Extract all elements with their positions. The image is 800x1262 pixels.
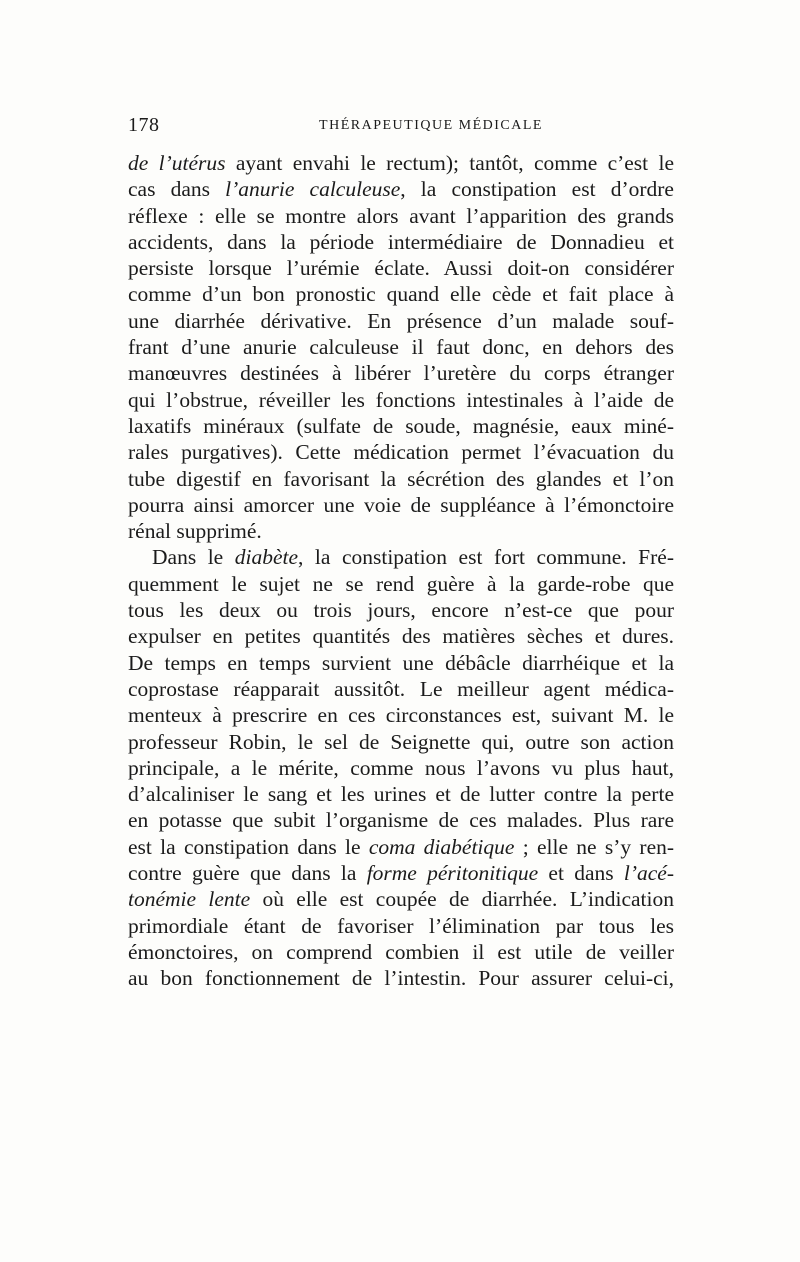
text-line [128, 176, 674, 202]
text-line [128, 807, 674, 833]
italic-term: l’anurie calculeuse [225, 177, 401, 202]
text-run: ayant envahi le rectum); tantôt, comme c’est le [225, 151, 674, 175]
italic-term: coma diabétique [368, 834, 515, 859]
text-run: réflexe : elle se montre alors avant l’apparition des grands [128, 203, 674, 228]
text-line [128, 676, 674, 702]
text-line [128, 518, 674, 544]
text-line [128, 439, 674, 465]
text-run: principale, a le mérite, comme nous l’avons vu plus haut, [128, 755, 674, 780]
text-line [128, 544, 674, 570]
text-run: cas dans [128, 177, 226, 202]
page-number: 178 [128, 114, 160, 136]
text-line [128, 965, 674, 991]
italic-term: de l’utérus [128, 151, 226, 175]
text-run: contre guère que dans la [128, 861, 367, 886]
italic-term: forme péritonitique [366, 861, 539, 886]
text-run: coprostase réapparait aussitôt. Le meilleur agent médica- [128, 676, 674, 701]
page-header [128, 114, 674, 140]
text-run: en potasse que subit l’organisme de ces malades. Plus rare [128, 808, 674, 833]
text-line [128, 729, 674, 755]
text-run: émonctoires, on comprend combien il est utile de veiller [128, 939, 674, 964]
text-run: rales purgatives). Cette médication permet l’évacuation du [128, 440, 674, 465]
italic-term: tonémie lente [128, 887, 251, 912]
text-run: accidents, dans la période intermédiaire de Donnadieu et [128, 229, 674, 254]
text-line [128, 150, 674, 176]
text-run: où elle est coupée de diarrhée. L’indication [250, 887, 674, 912]
text-run: persiste lorsque l’urémie éclate. Aussi doit-on considérer [128, 256, 674, 281]
text-run: De temps en temps survient une débâcle diarrhéique et la [128, 650, 674, 675]
text-line [128, 597, 674, 623]
text-line [128, 702, 674, 728]
text-line [128, 229, 674, 255]
text-run: expulser en petites quantités des matières sèches et dures. [128, 624, 674, 649]
body-text [128, 150, 674, 992]
text-run: laxatifs minéraux (sulfate de soude, magnésie, eaux miné- [128, 413, 674, 438]
text-line [128, 360, 674, 386]
text-run: tous les deux ou trois jours, encore n’est-ce que pour [128, 598, 674, 623]
text-line [128, 623, 674, 649]
text-run: est la constipation dans le [128, 834, 369, 859]
text-line [128, 860, 674, 886]
running-title: THÉRAPEUTIQUE MÉDICALE [319, 118, 543, 133]
italic-term: diabète [234, 545, 299, 570]
text-run: primordiale étant de favoriser l’élimination par tous les [128, 913, 674, 938]
text-line [128, 755, 674, 781]
text-line [128, 203, 674, 229]
text-line [128, 939, 674, 965]
text-line [128, 781, 674, 807]
text-run: quemment le sujet ne se rend guère à la garde-robe que [128, 571, 674, 596]
text-line [128, 886, 674, 912]
text-run: d’alcaliniser le sang et les urines et de lutter contre la perte [128, 782, 674, 807]
text-line [128, 308, 674, 334]
text-run: rénal supprimé. [128, 519, 262, 544]
text-run: Dans le [152, 545, 235, 570]
text-line [128, 834, 674, 860]
text-line [128, 466, 674, 492]
text-run: au bon fonctionnement de l’intestin. Pour assurer celui-ci, [128, 966, 674, 991]
text-line [128, 413, 674, 439]
text-run: pourra ainsi amorcer une voie de suppléance à l’émonctoire [128, 492, 674, 517]
text-run: frant d’une anurie calculeuse il faut donc, en dehors des [128, 335, 674, 360]
text-run: professeur Robin, le sel de Seignette qui, outre son action [128, 729, 674, 754]
italic-term: l’acé- [623, 861, 674, 886]
text-run: , la constipation est fort commune. Fré- [298, 545, 675, 570]
text-line [128, 387, 674, 413]
text-run: tube digestif en favorisant la sécrétion des glandes et l’on [128, 466, 674, 491]
text-run: qui l’obstrue, réveiller les fonctions intestinales à l’aide de [128, 387, 674, 412]
text-line [128, 281, 674, 307]
text-run: manœuvres destinées à libérer l’uretère du corps étranger [128, 361, 674, 386]
text-run: menteux à prescrire en ces circonstances est, suivant M. le [128, 703, 674, 728]
text-run: et dans [538, 861, 624, 886]
text-line [128, 571, 674, 597]
text-line [128, 913, 674, 939]
text-line [128, 255, 674, 281]
text-run: comme d’un bon pronostic quand elle cède et fait place à [128, 282, 674, 307]
text-run: , la constipation est d’ordre [400, 177, 674, 202]
text-line [128, 492, 674, 518]
text-line [128, 334, 674, 360]
text-line [128, 650, 674, 676]
text-run: ; elle ne s’y ren- [514, 834, 675, 859]
text-run: une diarrhée dérivative. En présence d’un malade souf- [128, 308, 674, 333]
